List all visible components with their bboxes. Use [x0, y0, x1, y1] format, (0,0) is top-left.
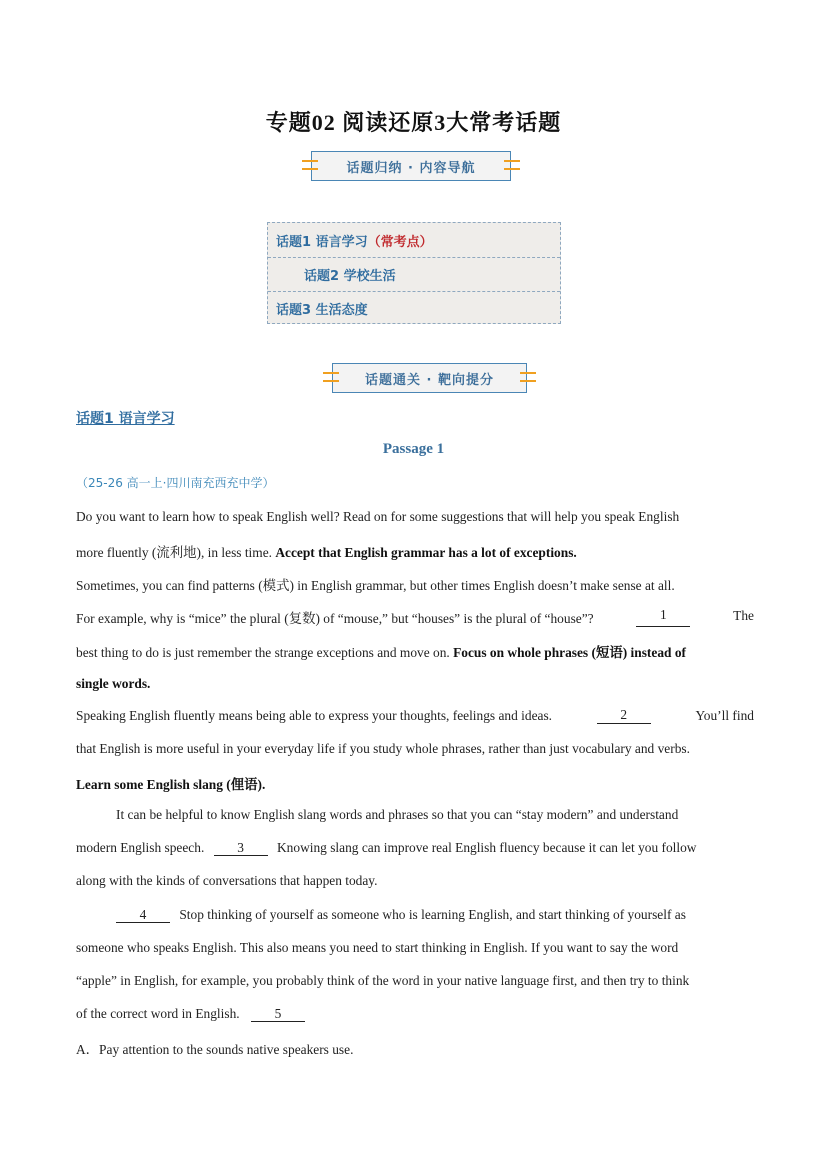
- passage-line: Do you want to learn how to speak English well? Read on for some suggestions that will help you speak English: [76, 509, 680, 524]
- passage-text: modern English speech.: [76, 840, 205, 855]
- passage-text: Stop thinking of yourself as someone who is learning English, and start thinking of yourself as: [179, 907, 686, 922]
- toc-item-label: 话题1 语言学习: [276, 234, 368, 250]
- passage-line: [76, 1006, 754, 1022]
- passage-line: “apple” in English, for example, you probably think of the word in your native language first, and then try to think: [76, 973, 690, 988]
- toc-item-school-life[interactable]: [268, 257, 560, 291]
- passage-text: For example, why is “mice” the plural (复数) of “mouse,” but “houses” is the plural of “house”?: [76, 611, 594, 626]
- passage-line: It can be helpful to know English slang words and phrases so that you can “stay modern” and understand: [116, 807, 679, 822]
- passage-line: [76, 542, 754, 561]
- option-a: A．Pay attention to the sounds native speakers use.: [76, 1042, 354, 1057]
- frequent-topic-badge: （常考点）: [367, 234, 433, 250]
- subheading-text: Accept that English grammar has a lot of exceptions.: [275, 545, 577, 560]
- topic-summary-banner: 话题归纳 · 内容导航: [311, 151, 511, 181]
- passage-line: that English is more useful in your everyday life if you study whole phrases, rather than just vocabulary and verbs.: [76, 741, 690, 756]
- answer-blank-4[interactable]: 4: [116, 908, 170, 923]
- answer-blank-3[interactable]: 3: [214, 841, 268, 856]
- subheading-text: Learn some English slang (俚语).: [76, 777, 266, 792]
- passage-line: [76, 708, 754, 724]
- passage-line: someone who speaks English. This also means you need to start thinking in English. If you want to say the word: [76, 940, 679, 955]
- answer-blank-5[interactable]: 5: [251, 1007, 305, 1022]
- passage-text: Speaking English fluently means being able to express your thoughts, feelings and ideas.: [76, 708, 553, 723]
- passage-text: Knowing slang can improve real English fluency because it can let you follow: [277, 840, 697, 855]
- section-heading-link[interactable]: 话题1 语言学习: [76, 411, 175, 427]
- passage-text: more fluently (流利地), in less time.: [76, 545, 272, 560]
- toc-item-label: 话题3 生活态度: [276, 303, 368, 318]
- passage-text: You’ll find: [695, 708, 754, 723]
- toc-item-life-attitude[interactable]: [268, 291, 560, 325]
- page-title: 专题02 阅读还原3大常考话题: [265, 110, 562, 135]
- subheading-text: Focus on whole phrases (短语) instead of: [453, 645, 686, 660]
- passage-line: [76, 642, 754, 661]
- passage-line: [76, 840, 754, 856]
- passage-line: [76, 608, 754, 627]
- passage-line: [116, 907, 754, 923]
- passage-source: （25-26 高一上·四川南充西充中学）: [76, 476, 275, 490]
- topic-practice-banner: 话题通关 · 靶向提分: [332, 363, 527, 393]
- passage-title: Passage 1: [382, 441, 445, 457]
- toc-item-language-learning[interactable]: [268, 223, 560, 257]
- answer-blank-2[interactable]: 2: [597, 708, 651, 724]
- subheading-text: single words.: [76, 676, 151, 691]
- passage-line: along with the kinds of conversations that happen today.: [76, 873, 378, 888]
- passage-line: Sometimes, you can find patterns (模式) in English grammar, but other times English doesn’t make sense at all.: [76, 578, 675, 593]
- toc-item-label: 话题2 学校生活: [304, 269, 396, 284]
- answer-blank-1[interactable]: 1: [636, 608, 690, 627]
- topic-table-of-contents: [267, 222, 561, 324]
- passage-text: The: [733, 608, 754, 623]
- passage-text: best thing to do is just remember the strange exceptions and move on.: [76, 645, 450, 660]
- passage-text: of the correct word in English.: [76, 1006, 240, 1021]
